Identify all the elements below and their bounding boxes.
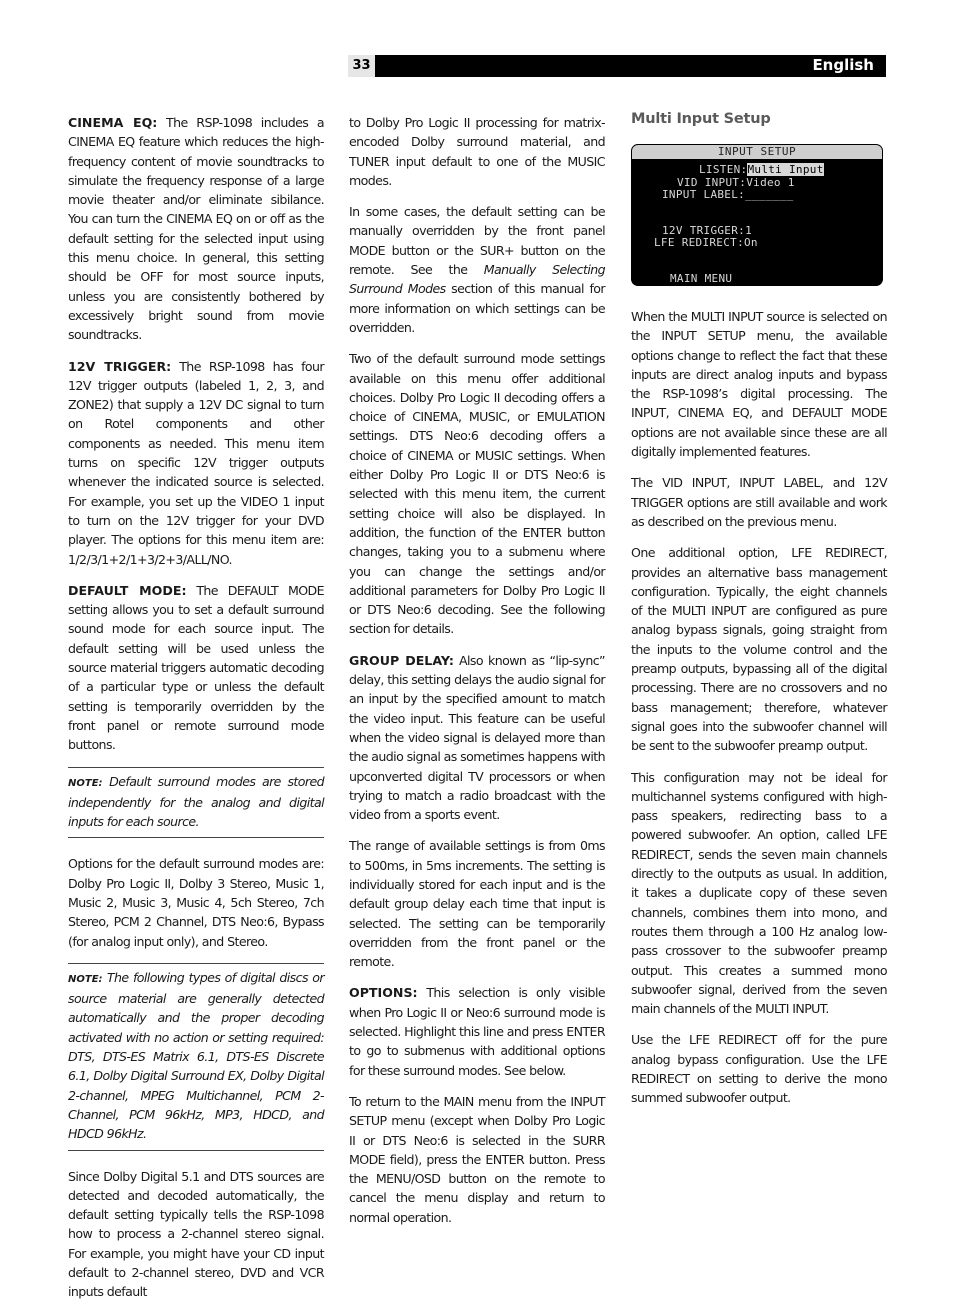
note-box-2 — [68, 963, 324, 1151]
default-mode-lead: DEFAULT MODE: — [68, 582, 187, 598]
osd-trigger-row: 12V TRIGGER:1 — [662, 224, 752, 237]
note-box-1 — [68, 767, 324, 839]
options-body: This selection is only visible when Pro Logic II or Neo:6 surround mode is selected. Highlight this line and press ENTER to go to submenus with additional options for these surround modes. See below. — [349, 985, 605, 1078]
trigger-body: The RSP-1098 has four 12V trigger outputs (labeled 1, 2, 3, and ZONE2) that supply a 12V DC signal to turn on Rotel components and other components as needed. This menu item turns on specific 12V trigger outputs whenever the indicated source is selected. For example, you set up the VIDEO 1 input to turn on the 12V trigger for your DVD player. The options for this menu item are: 1/2/3/1+2/1+3/2+3/ALL/NO. — [68, 358, 324, 567]
multi-input-paragraph-4: This configuration may not be ideal for multichannel systems configured with high-pass speakers, redirecting bass to a powered subwoofer. An option, called LFE REDIRECT, sends the seven main channels directly to the outputs as usual. In addition, it takes a duplicate copy of these seven channels, combines them into mono, and routes them through a 100 Hz analog low-pass crossover to the subwoofer preamp output. This creates a summed mono subwoofer signal, derived from the seven main channels of the MULTI INPUT. — [631, 769, 887, 1017]
osd-main-menu-row: MAIN MENU — [670, 272, 733, 285]
override-paragraph: In some cases, the default setting can be manually overridden by the front panel MODE button or the SUR+ button on the remote. See the Manually Selecting Surround Modes section of this manual for more information on which settings can be overridden. — [349, 204, 605, 335]
cinema-eq-lead: CINEMA EQ: — [68, 115, 158, 130]
section-heading: Multi Input Setup — [631, 111, 771, 127]
trigger-paragraph — [68, 357, 324, 569]
two-modes-paragraph: Two of the default surround mode settings available on this menu offer additional choices. Dolby Pro Logic II decoding offers a choice of CINEMA, MUSIC, or EMULATION settings. DTS Neo:6 decoding offers a choice of CINEMA or MUSIC settings. When either Dolby Pro Logic II or DTS Neo:6 is selected with this menu item, the current setting choice will also be displayed. In addition, the function of the ENTER button changes, taking you to a submenu where you can change the settings and/or additional parameters for Dolby Pro Logic II or DTS Neo:6 decoding. See the following section for details. — [349, 351, 605, 637]
multi-input-paragraph-5: Use the LFE REDIRECT off for the pure analog bypass configuration. Use the LFE REDIRECT on setting to derive the mono summed subwoofer output. — [631, 1032, 887, 1106]
column-middle — [349, 113, 605, 1239]
header-bar — [348, 55, 886, 77]
language-label: English — [812, 56, 874, 74]
osd-listen-value: Multi Input — [747, 163, 824, 176]
group-delay-paragraph — [349, 651, 605, 825]
osd-listen-row: LISTEN:Multi Input — [699, 163, 824, 176]
osd-input-label-row: INPUT LABEL:_______ — [662, 188, 794, 201]
column-left — [68, 113, 324, 1314]
group-delay-lead: GROUP DELAY: — [349, 652, 454, 668]
note-label: NOTE: — [68, 777, 103, 789]
multi-input-paragraph-2: The VID INPUT, INPUT LABEL, and 12V TRIGGER options are still available and work as described on the previous menu. — [631, 475, 887, 529]
note-body: The following types of digital discs or source material are generally detected automatically and the proper decoding activated with no action or setting required: DTS, DTS-ES Matrix 6.1, DTS-ES Discrete 6.1, Dolby Digital Surround EX, Dolby Digital 2-channel, MPEG Multichannel, PCM 2-Channel, PCM 96kHz, MP3, HDCD, and HDCD 96kHz. — [68, 969, 324, 1142]
osd-screen — [631, 144, 883, 286]
default-mode-body: The DEFAULT MODE setting allows you to set a default surround sound mode for each source input. The default setting will be used unless the source material triggers automatic decoding of a particular type or unless the default setting is temporarily overridden by the front panel or remote surround mode buttons. — [68, 582, 324, 753]
column-right — [631, 113, 887, 1120]
options-selection-paragraph — [349, 983, 605, 1079]
return-paragraph: To return to the MAIN menu from the INPUT SETUP menu (except when Dolby Pro Logic II or DTS Neo:6 is selected in the SURR MODE field), press the ENTER button. Press the MENU/OSD button on the remote to cancel the menu display and return to normal operation. — [349, 1093, 605, 1225]
group-delay-body: Also known as “lip-sync” delay, this setting delays the audio signal for an input by the specified amount to match the video input. This feature can be useful when the video signal is delayed more than the audio signal as sometimes happens with upconverted digital TV processors or when trying to match a radio broadcast with the video from a sports event. — [349, 652, 605, 823]
options-lead: OPTIONS: — [349, 985, 418, 1001]
note-body: Default surround modes are stored independently for the analog and digital inputs for each source. — [68, 773, 324, 830]
trigger-lead: 12V TRIGGER: — [68, 358, 172, 374]
range-paragraph: The range of available settings is from 0ms to 500ms, in 5ms increments. The setting is individually stored for each input and is the default group delay each time that input is selected. The setting can be temporarily overridden from the front panel or the remote. — [349, 838, 605, 970]
osd-title: INPUT SETUP — [632, 145, 882, 159]
continued-paragraph: to Dolby Pro Logic II processing for matrix-encoded Dolby surround material, and TUNER input default to one of the MUSIC modes. — [349, 115, 605, 188]
default-mode-paragraph — [68, 581, 324, 755]
cinema-eq-paragraph — [68, 113, 324, 345]
osd-vid-input-row: VID INPUT:Video 1 — [677, 176, 795, 189]
since-paragraph: Since Dolby Digital 5.1 and DTS sources are detected and decoded automatically, the default setting typically tells the RSP-1098 how to process a 2-channel stereo signal. For example, you might have your CD input default to 2-channel stereo, DVD and VCR inputs default — [68, 1168, 324, 1300]
osd-lfe-row: LFE REDIRECT:On — [654, 236, 758, 249]
section-reference: Manually Selecting Surround Modes — [349, 262, 605, 297]
cinema-eq-body: The RSP-1098 includes a CINEMA EQ feature which reduces the high-frequency content of movie soundtracks to simulate the frequency response of a large movie theater and/or eliminate sibilance. You can turn the CINEMA EQ on or off as the default setting for the selected input using this menu choice. In general, this setting should be OFF for most source inputs, unless you are consistently bothered by excessively bright sound from movie soundtracks. — [68, 115, 324, 343]
options-paragraph: Options for the default surround modes are: Dolby Pro Logic II, Dolby 3 Stereo, Music 1, Music 2, Music 3, Music 4, 5ch Stereo, 7ch Stereo, PCM 2 Channel, DTS Neo:6, Bypass (for analog input only), and Stereo. — [68, 856, 324, 949]
multi-input-paragraph-1: When the MULTI INPUT source is selected on the INPUT SETUP menu, the available options change to reflect the fact that these inputs are direct analog inputs and bypass the RSP-1098’s digital processing. The INPUT, CINEMA EQ, and DEFAULT MODE options are not available since these are all digitally implemented features. — [631, 309, 887, 460]
page-number: 33 — [348, 55, 376, 77]
note-label: NOTE: — [68, 973, 103, 985]
multi-input-paragraph-3: One additional option, LFE REDIRECT, provides an alternative bass management configuration. Typically, the eight channels of the MULTI INPUT are configured as pure analog bypass signals, going straight from the inputs to the volume control and the preamp outputs, bypassing all of the digital processing. There are no crossovers and no bass management; therefore, whatever signal goes into the subwoofer channel will be sent to the subwoofer preamp output. — [631, 545, 887, 754]
